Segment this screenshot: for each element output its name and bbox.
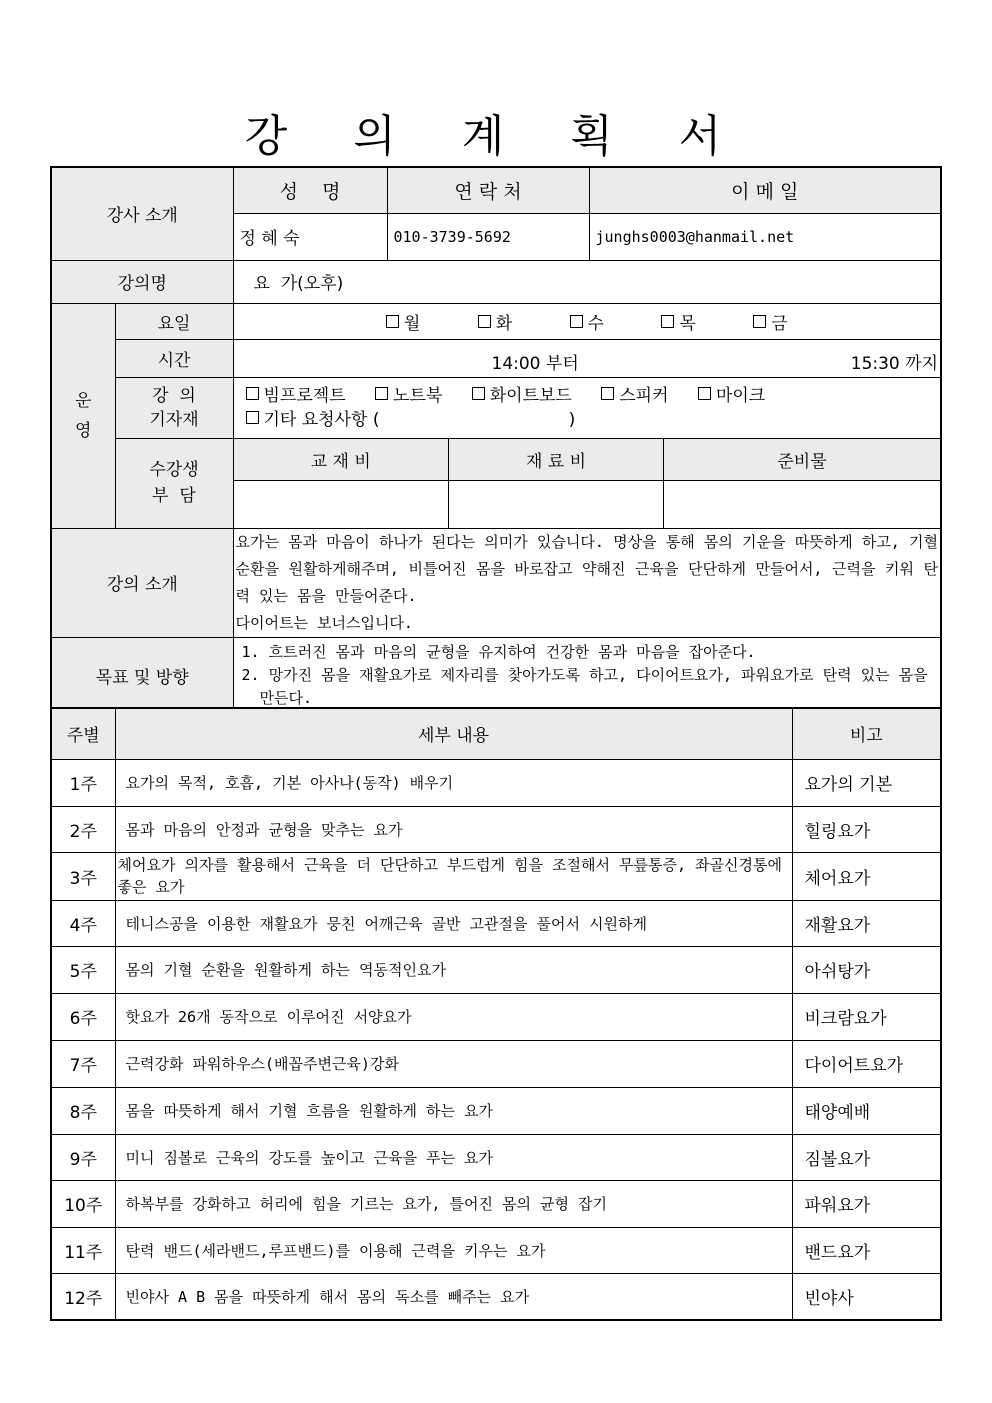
checkbox-icon	[246, 387, 259, 400]
content-cell: 미니 짐볼로 근육의 강도를 높이고 근육을 푸는 요가	[115, 1134, 792, 1180]
schedule-row	[51, 1134, 941, 1180]
course-info-table	[50, 166, 942, 716]
note-cell: 짐볼요가	[792, 1134, 941, 1180]
schedule-row	[51, 1227, 941, 1273]
time-value	[233, 339, 941, 377]
equipment-label: 강 의 기자재	[115, 377, 233, 438]
intro-label: 강의 소개	[51, 528, 233, 637]
note-cell: 체어요가	[792, 852, 941, 900]
week-cell: 10주	[51, 1180, 115, 1227]
equipment-whiteboard[interactable]: 화이트보드	[472, 386, 572, 406]
equipment-laptop[interactable]: 노트북	[375, 386, 442, 406]
equipment-speaker[interactable]: 스피커	[601, 386, 668, 406]
note-cell: 밴드요가	[792, 1227, 941, 1273]
note-cell: 힐링요가	[792, 806, 941, 852]
checkbox-icon	[386, 315, 399, 328]
week-cell: 8주	[51, 1087, 115, 1134]
day-option-wed[interactable]: 수	[570, 309, 604, 334]
equipment-other[interactable]: 기타 요청사항 ( )	[246, 410, 576, 430]
time-start: 14:00 부터	[491, 353, 579, 374]
note-cell: 다이어트요가	[792, 1040, 941, 1087]
equipment-microphone[interactable]: 마이크	[698, 386, 765, 406]
time-end: 15:30 까지	[850, 353, 938, 374]
goals-list	[233, 637, 941, 715]
content-cell: 빈야사 A B 몸을 따뜻하게 해서 몸의 독소를 빼주는 요가	[115, 1273, 792, 1320]
equipment-projector[interactable]: 빔프로젝트	[246, 386, 346, 406]
checkbox-icon	[375, 387, 388, 400]
week-cell: 3주	[51, 852, 115, 900]
week-cell: 5주	[51, 946, 115, 993]
supplies-value[interactable]	[664, 481, 941, 528]
textbook-fee-value[interactable]	[234, 481, 449, 528]
instructor-name: 정 혜 숙	[233, 213, 387, 260]
day-option-tue[interactable]: 화	[478, 309, 512, 334]
week-cell: 9주	[51, 1134, 115, 1180]
schedule-row	[51, 759, 941, 806]
note-cell: 태양예배	[792, 1087, 941, 1134]
goal-item: 2. 망가진 몸을 재활요가로 제자리를 찾아가도록 하고, 다이어트요가, 파워요가로 탄력 있는 몸을 만든다.	[241, 666, 928, 708]
content-cell: 몸을 따뜻하게 해서 기혈 흐름을 원활하게 하는 요가	[115, 1087, 792, 1134]
note-cell: 빈야사	[792, 1273, 941, 1320]
content-cell: 테니스공을 이용한 재활요가 뭉친 어깨근육 골반 고관절을 풀어서 시원하게	[115, 900, 792, 946]
day-option-mon[interactable]: 월	[386, 309, 420, 334]
operation-label: 운 영	[51, 303, 115, 528]
content-header: 세부 내용	[115, 708, 792, 759]
checkbox-icon	[753, 315, 766, 328]
schedule-row	[51, 1180, 941, 1227]
goals-label: 목표 및 방향	[51, 637, 233, 715]
note-cell: 재활요가	[792, 900, 941, 946]
content-cell: 근력강화 파워하우스(배꼽주변근육)강화	[115, 1040, 792, 1087]
schedule-row	[51, 1087, 941, 1134]
contact-header: 연 락 처	[387, 167, 589, 213]
time-label: 시간	[115, 339, 233, 377]
material-fee-value[interactable]	[449, 481, 664, 528]
checkbox-icon	[661, 315, 674, 328]
content-cell: 체어요가 의자를 활용해서 근육을 더 단단하고 부드럽게 힘을 조절해서 무릎통증, 좌골신경통에 좋은 요가	[115, 852, 792, 900]
note-cell: 비크람요가	[792, 993, 941, 1040]
week-header: 주별	[51, 708, 115, 759]
content-cell: 하복부를 강화하고 허리에 힘을 기르는 요가, 틀어진 몸의 균형 잡기	[115, 1180, 792, 1227]
week-cell: 11주	[51, 1227, 115, 1273]
textbook-fee-header: 교 재 비	[234, 439, 449, 481]
week-cell: 12주	[51, 1273, 115, 1320]
week-cell: 7주	[51, 1040, 115, 1087]
intro-text: 요가는 몸과 마음이 하나가 된다는 의미가 있습니다. 명상을 통해 몸의 기운을 따뜻하게 하고, 기혈순환을 원활하게해주며, 비틀어진 몸을 바로잡고 약해진 근육을 단단하게 만들어서, 근력을 키워 탄력 있는 몸을 만들어준다. 다이어트는 보너스입니다.	[233, 528, 941, 637]
day-option-fri[interactable]: 금	[753, 309, 787, 334]
student-cost-table	[234, 439, 941, 528]
day-options	[233, 303, 941, 339]
material-fee-header: 재 료 비	[449, 439, 664, 481]
content-cell: 요가의 목적, 호흡, 기본 아사나(동작) 배우기	[115, 759, 792, 806]
checkbox-icon	[601, 387, 614, 400]
checkbox-icon	[478, 315, 491, 328]
instructor-phone: 010-3739-5692	[387, 213, 589, 260]
checkbox-icon	[246, 411, 259, 424]
checkbox-icon	[570, 315, 583, 328]
course-name: 요 가(오후)	[233, 260, 941, 303]
week-cell: 6주	[51, 993, 115, 1040]
content-cell: 핫요가 26개 동작으로 이루어진 서양요가	[115, 993, 792, 1040]
instructor-email: junghs0003@hanmail.net	[589, 213, 941, 260]
checkbox-icon	[472, 387, 485, 400]
note-cell: 아쉬탕가	[792, 946, 941, 993]
note-cell: 요가의 기본	[792, 759, 941, 806]
week-cell: 2주	[51, 806, 115, 852]
content-cell: 탄력 밴드(세라밴드,루프밴드)를 이용해 근력을 키우는 요가	[115, 1227, 792, 1273]
course-name-label: 강의명	[51, 260, 233, 303]
schedule-row	[51, 806, 941, 852]
student-cost-area	[233, 438, 941, 528]
day-label: 요일	[115, 303, 233, 339]
schedule-row	[51, 900, 941, 946]
document-title: 강 의 계 획 서	[244, 111, 748, 162]
goal-item: 1. 흐트러진 몸과 마음의 균형을 유지하여 건강한 몸과 마음을 잡아준다.	[241, 643, 756, 662]
note-header: 비고	[792, 708, 941, 759]
note-cell: 파워요가	[792, 1180, 941, 1227]
schedule-row	[51, 852, 941, 900]
weekly-schedule-table	[50, 707, 942, 1321]
equipment-options	[233, 377, 941, 438]
day-option-thu[interactable]: 목	[661, 309, 695, 334]
schedule-row	[51, 1040, 941, 1087]
student-cost-label: 수강생 부 담	[115, 438, 233, 528]
schedule-row	[51, 993, 941, 1040]
content-cell: 몸과 마음의 안정과 균형을 맞추는 요가	[115, 806, 792, 852]
checkbox-icon	[698, 387, 711, 400]
supplies-header: 준비물	[664, 439, 941, 481]
schedule-row	[51, 946, 941, 993]
content-cell: 몸의 기혈 순환을 원활하게 하는 역동적인요가	[115, 946, 792, 993]
instructor-label: 강사 소개	[51, 167, 233, 260]
week-cell: 1주	[51, 759, 115, 806]
week-cell: 4주	[51, 900, 115, 946]
schedule-row	[51, 1273, 941, 1320]
email-header: 이 메 일	[589, 167, 941, 213]
name-header: 성 명	[233, 167, 387, 213]
